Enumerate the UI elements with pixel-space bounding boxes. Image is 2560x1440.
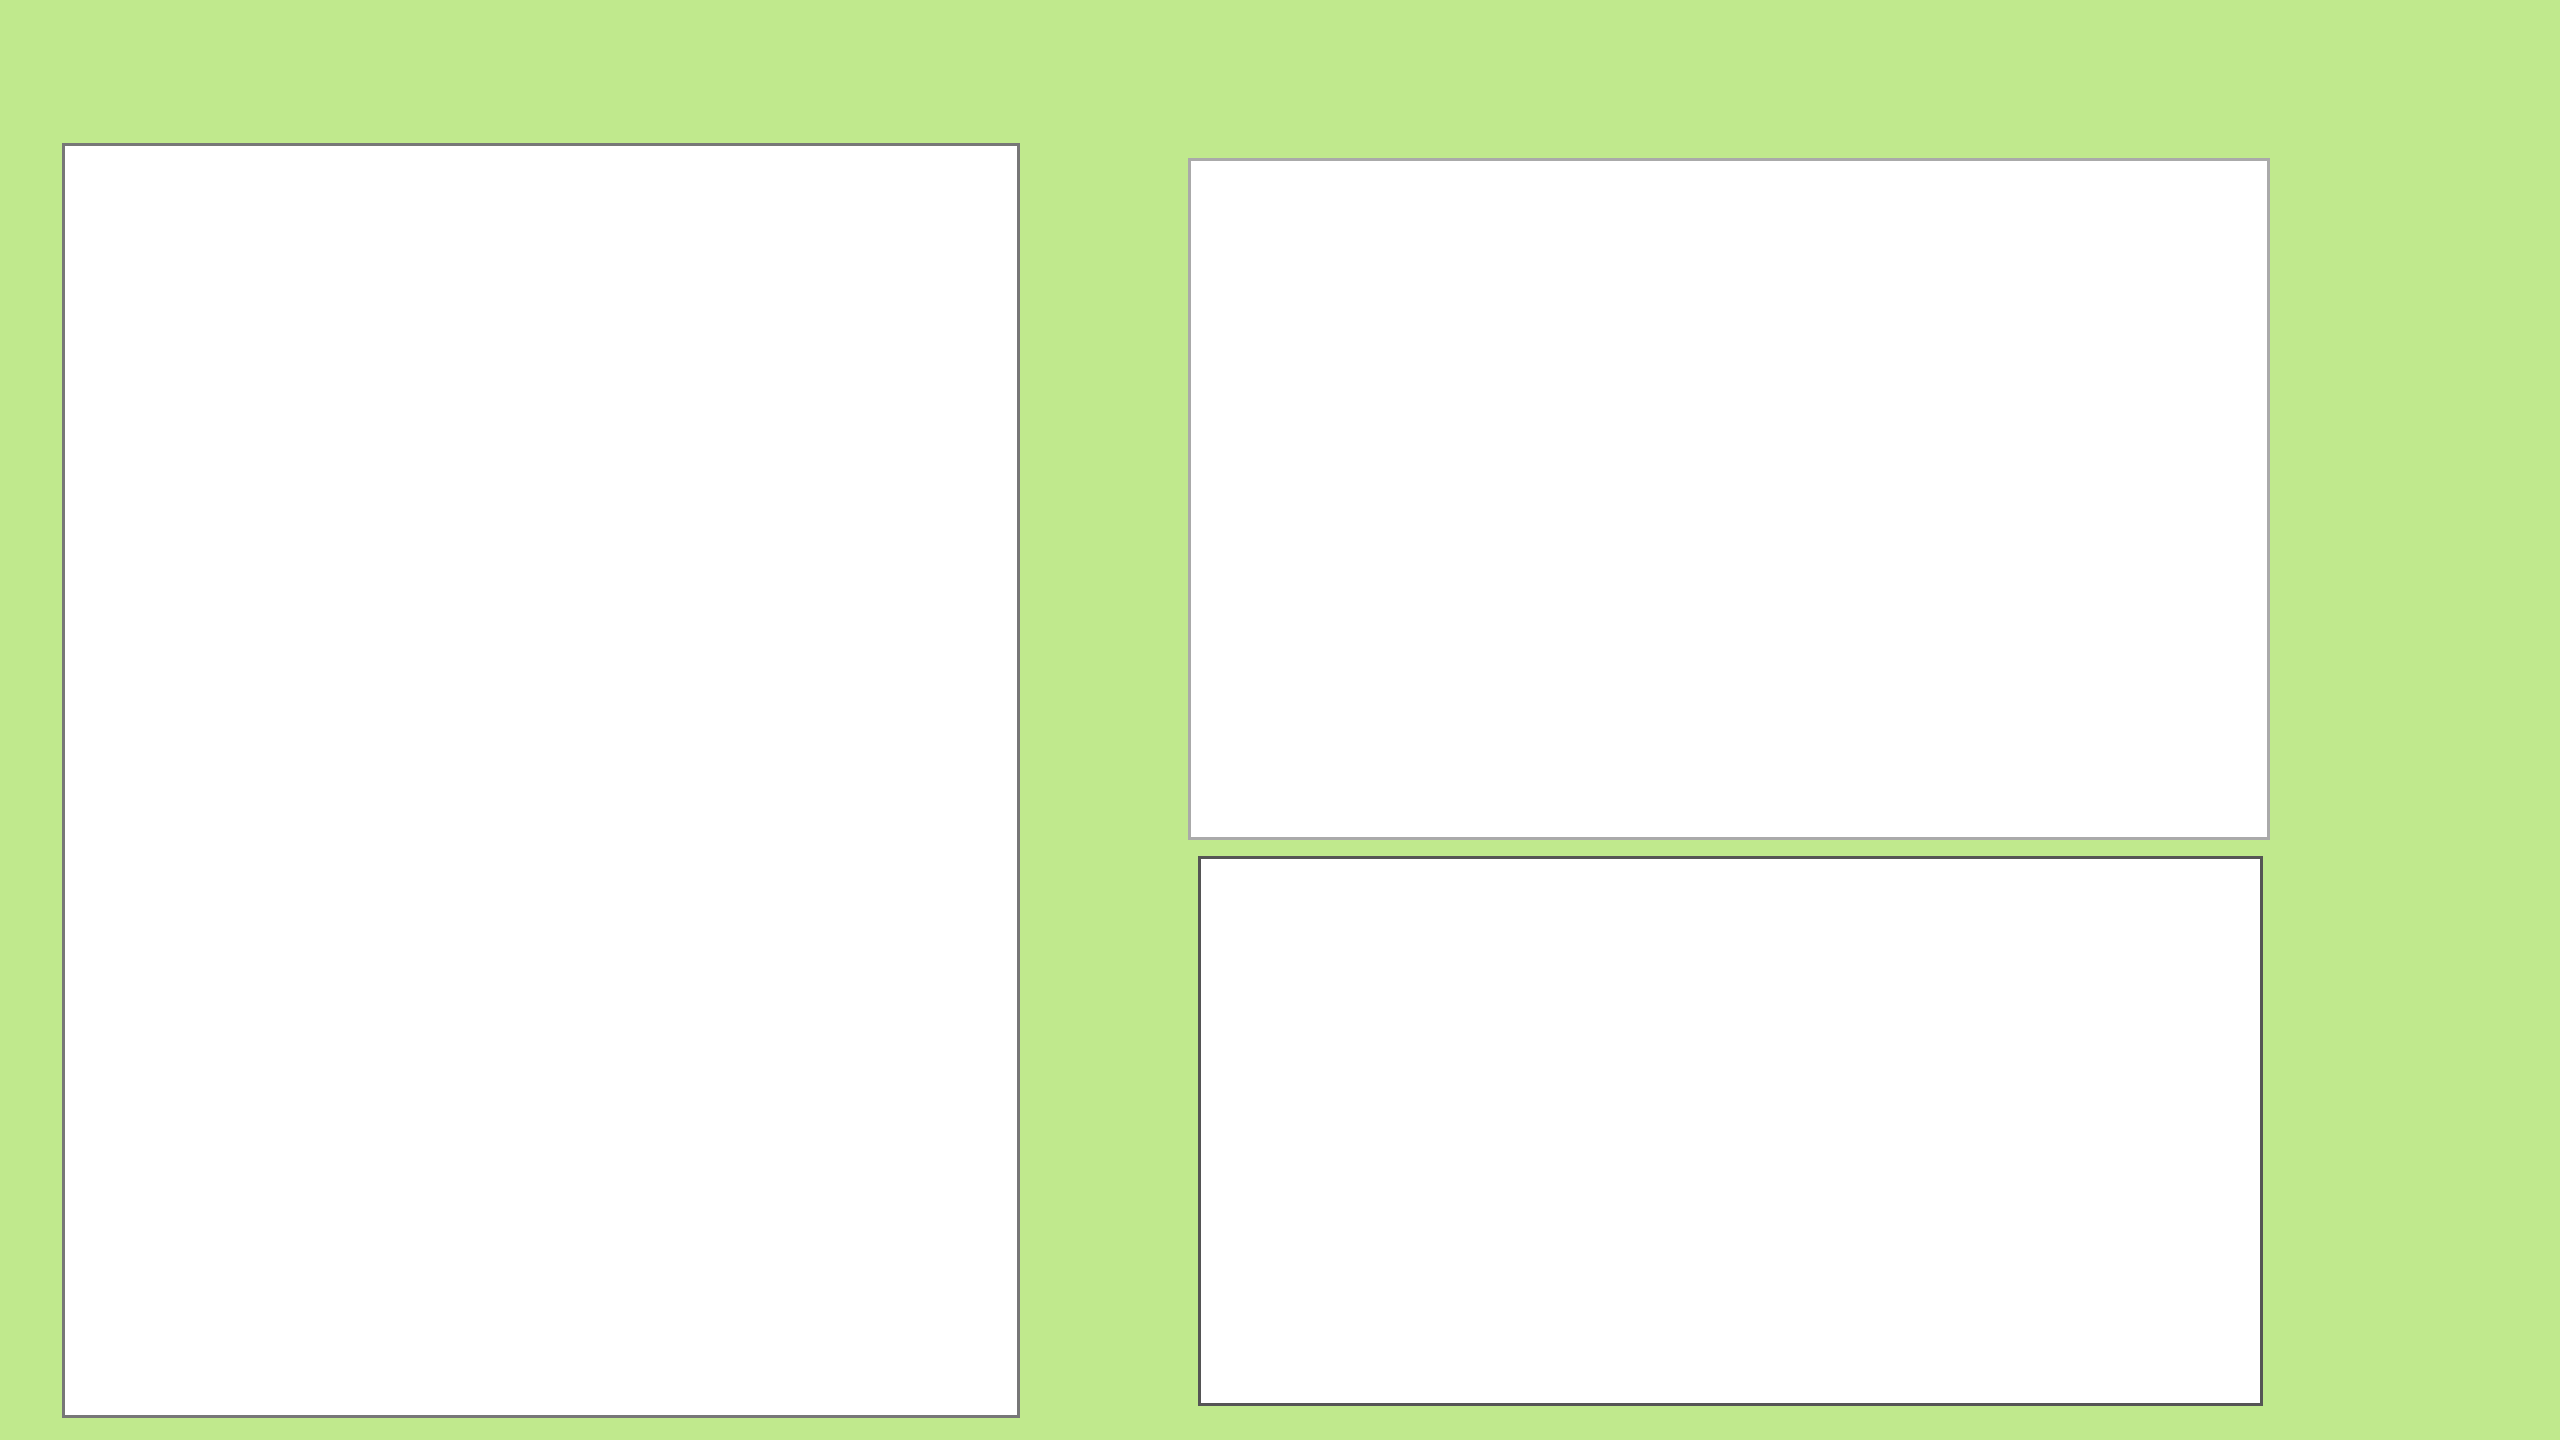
search-tree-diagram <box>65 146 1017 1415</box>
heuristic-table <box>1198 856 2263 1406</box>
romania-map <box>1188 158 2270 840</box>
search-tree-figure <box>62 143 1020 1418</box>
romania-road-map <box>1191 161 2267 837</box>
